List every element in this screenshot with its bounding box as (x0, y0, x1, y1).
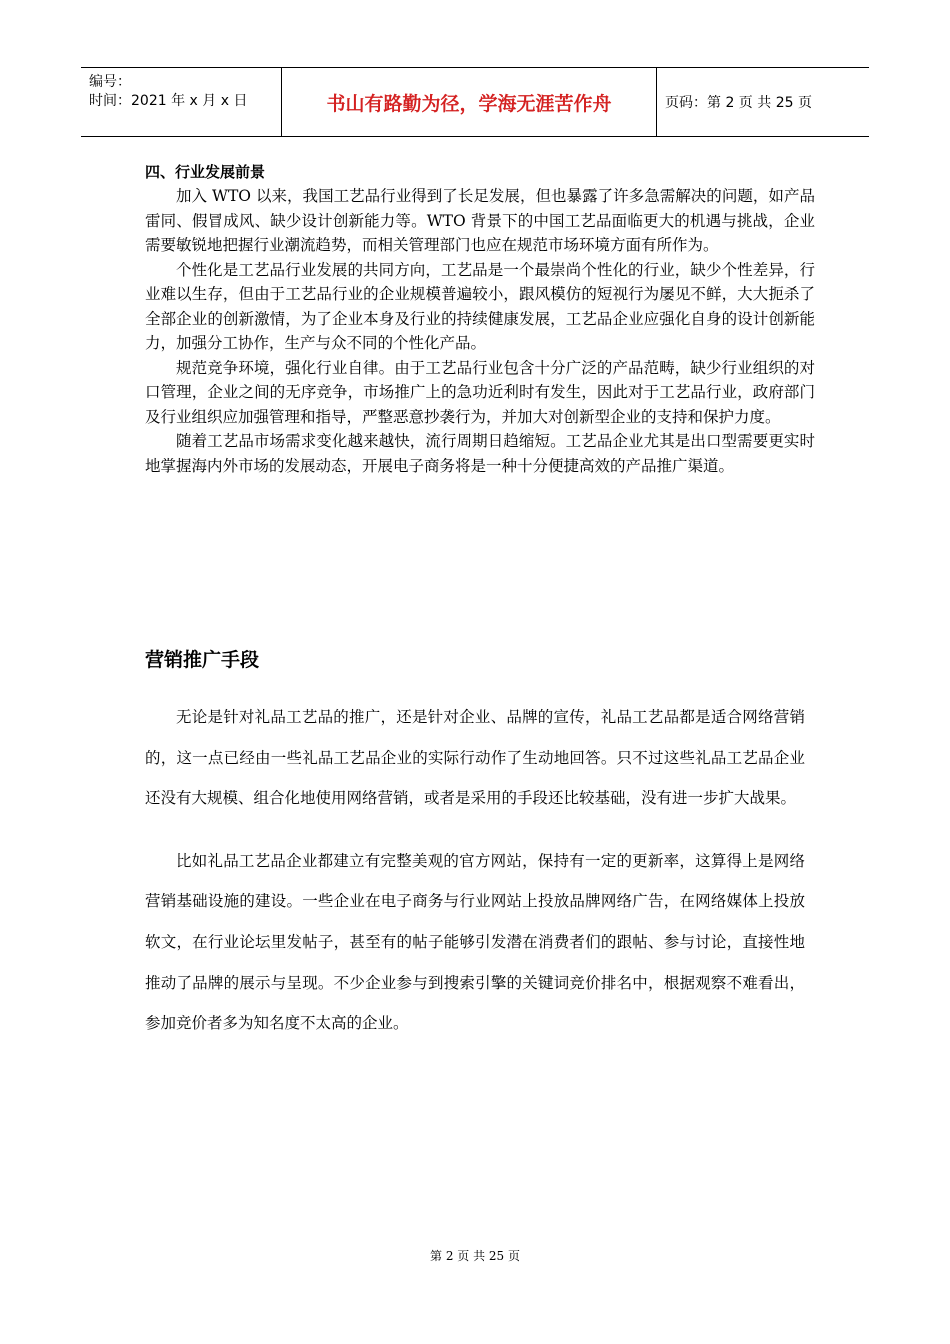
header-motto: 书山有路勤为径，学海无涯苦作舟 (326, 92, 612, 115)
section-title-marketing: 营销推广手段 (145, 649, 260, 671)
paragraph: 个性化是工艺品行业发展的共同方向，工艺品是一个最崇尚个性化的行业，缺少个性差异，行业难以生存，但由于工艺品行业的企业规模普遍较小，跟风模仿的短视行为屡见不鲜，大大扼杀了全部企业的创新激情，为了企业本身及行业的持续健康发展，工艺品企业应强化自身的设计创新能力，加强分工协作，生产与众不同的个性化产品。 (145, 260, 815, 352)
header-meta (89, 73, 279, 111)
paragraph: 随着工艺品市场需求变化越来越快，流行周期日趋缩短。工艺品企业尤其是出口型需要更实时地掌握海内外市场的发展动态，开展电子商务将是一种十分便捷高效的产品推广渠道。 (145, 432, 815, 475)
section-marketing-body (145, 697, 805, 1066)
paragraph: 规范竞争环境，强化行业自律。由于工艺品行业包含十分广泛的产品范畴，缺少行业组织的对口管理，企业之间的无序竞争，市场推广上的急功近利时有发生，因此对于工艺品行业，政府部门及行业组织应加强管理和指导，严整恶意抄袭行为，并加大对创新型企业的支持和保护力度。 (145, 358, 815, 426)
paragraph: 加入 WTO 以来，我国工艺品行业得到了长足发展，但也暴露了许多急需解决的问题，如产品雷同、假冒成风、缺少设计创新能力等。WTO 背景下的中国工艺品面临更大的机遇与挑战，企业需要敏锐地把握行业潮流趋势，而相关管理部门也应在规范市场环境方面有所作为。 (145, 187, 815, 254)
header-page-info: 页码：第 2 页 共 25 页 (665, 95, 812, 111)
page-header (81, 67, 869, 137)
section-industry-outlook (145, 160, 815, 478)
paragraph: 无论是针对礼品工艺品的推广，还是针对企业、品牌的宣传，礼品工艺品都是适合网络营销的，这一点已经由一些礼品工艺品企业的实际行动作了生动地回答。只不过这些礼品工艺品企业还没有大规模、组合化地使用网络营销，或者是采用的手段还比较基础，没有进一步扩大战果。 (145, 708, 805, 808)
header-divider (656, 68, 657, 136)
section-heading: 四、行业发展前景 (145, 163, 266, 181)
document-number-label: 编号： (89, 74, 131, 90)
paragraph: 比如礼品工艺品企业都建立有完整美观的官方网站，保持有一定的更新率，这算得上是网络营销基础设施的建设。一些企业在电子商务与行业网站上投放品牌网络广告，在网络媒体上投放软文，在行业论坛里发帖子，甚至有的帖子能够引发潜在消费者们的跟帖、参与讨论，直接性地推动了品牌的展示与呈现。不少企业参与到搜索引擎的关键词竞价排名中，根据观察不难看出，参加竞价者多为知名度不太高的企业。 (145, 851, 805, 1033)
page-footer: 第 2 页 共 25 页 (430, 1249, 520, 1263)
document-date: 时间：2021 年 x 月 x 日 (89, 93, 248, 109)
